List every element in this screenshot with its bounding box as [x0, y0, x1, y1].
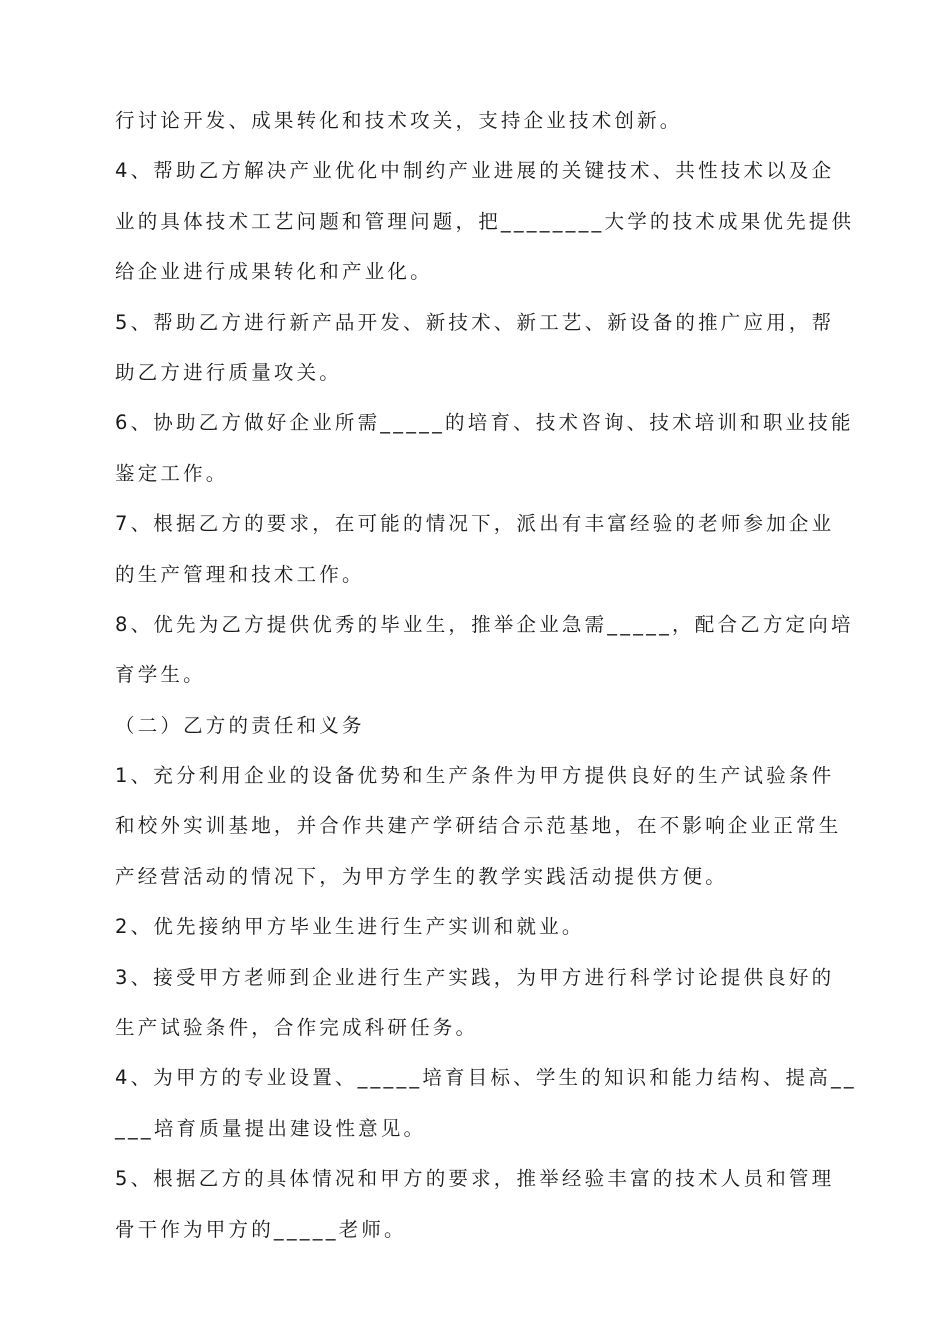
text-line: 8、优先为乙方提供优秀的毕业生，推举企业急需_____，配合乙方定向培: [115, 612, 854, 636]
document-body: [115, 102, 857, 1261]
text-line: ___培育质量提出建设性意见。: [115, 1116, 427, 1140]
text-line: 的生产管理和技术工作。: [115, 562, 365, 586]
text-line: 4、帮助乙方解决产业优化中制约产业进展的关键技术、共性技术以及企: [115, 159, 835, 183]
text-line: 7、根据乙方的要求，在可能的情况下，派出有丰富经验的老师参加企业: [115, 512, 835, 536]
text-line: 2、优先接纳甲方毕业生进行生产实训和就业。: [115, 915, 585, 939]
text-line: 业的具体技术工艺问题和管理问题，把________大学的技术成果优先提供: [115, 209, 855, 233]
text-line: 骨干作为甲方的_____老师。: [115, 1217, 407, 1241]
text-line: 1、充分利用企业的设备优势和生产条件为甲方提供良好的生产试验条件: [115, 764, 835, 788]
text-line: 产经营活动的情况下，为甲方学生的教学实践活动提供方便。: [115, 864, 728, 888]
text-line: 鉴定工作。: [115, 461, 229, 485]
text-line: 5、帮助乙方进行新产品开发、新技术、新工艺、新设备的推广应用，帮: [115, 310, 835, 334]
text-line: 助乙方进行质量攻关。: [115, 360, 343, 384]
section-heading: （二）乙方的责任和义务: [115, 713, 365, 737]
text-line: 6、协助乙方做好企业所需_____的培育、技术咨询、技术培训和职业技能: [115, 411, 854, 435]
text-line: 5、根据乙方的具体情况和甲方的要求，推举经验丰富的技术人员和管理: [115, 1167, 835, 1191]
text-line: 和校外实训基地，并合作共建产学研结合示范基地，在不影响企业正常生: [115, 814, 842, 838]
text-line: 育学生。: [115, 663, 206, 687]
text-line: 4、为甲方的专业设置、_____培育目标、学生的知识和能力结构、提高__: [115, 1066, 857, 1090]
text-line: 3、接受甲方老师到企业进行生产实践，为甲方进行科学讨论提供良好的: [115, 965, 835, 989]
text-line: 给企业进行成果转化和产业化。: [115, 260, 433, 284]
text-line: 行讨论开发、成果转化和技术攻关，支持企业技术创新。: [115, 109, 683, 132]
text-line: 生产试验条件，合作完成科研任务。: [115, 1016, 479, 1040]
